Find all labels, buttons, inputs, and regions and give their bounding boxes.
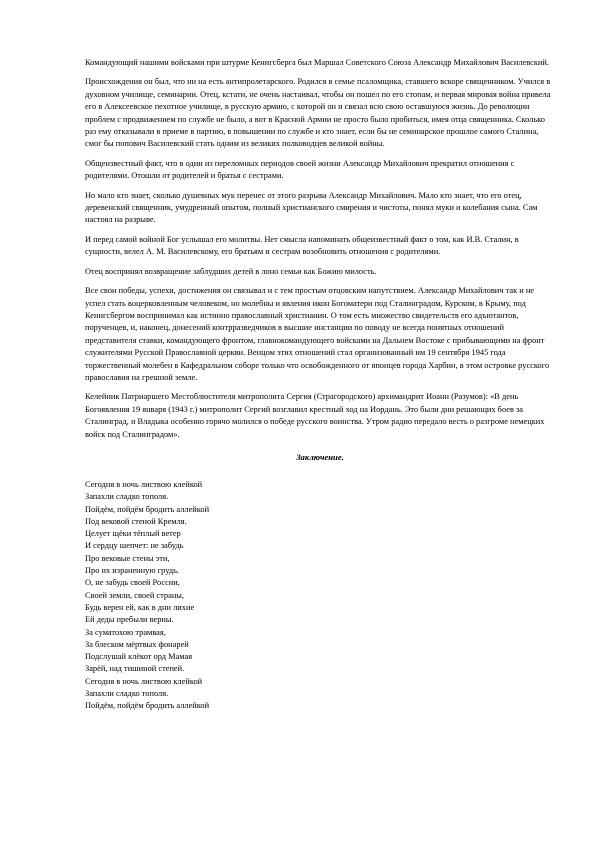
paragraph-7: Все свои победы, успехи, достижения он связывал и с тем простым отцовским напутствием. Александр Михайлович так и не успел стать воцерковленным человеком, но молебны и явления икон Богоматери под Сталинградом, Курском, в Крыму, под Кенигсбергом воспринимал как истинно православный христианин. О том есть множество свидетельств его адъютантов, порученцев, и, наконец, донесений контрразведчиков в высшие инстанции по поводу не всегда понятных отношений представителя ставки, командующего фронтом, главнокомандующего войсками на Дальнем Востоке с прибывающими на фронт служителями Русской Православной церкви. Венцом этих отношений стал организованный им 19 сентября 1945 года торжественный молебен в Кафедральном соборе только что освобожденного от японцев города Харбин, в этом островке русского православия на грешной земле. bbox=[85, 286, 550, 382]
paragraph-4: Но мало кто знает, сколько душевных мук перенес от этого разрыва Александр Михайлович. Мало кто знает, что его отец, деревенский священник, умудренный опытом, полный христианского смирения и чистоты, понял муки и колебания сына. Сам настоял на разрыве. bbox=[85, 190, 538, 225]
poem-line: Будь верен ей, как в дни лихие bbox=[85, 602, 195, 612]
poem-line: Целует щёки тёплый ветер bbox=[85, 529, 181, 539]
poem-line: Про вековые стены эти, bbox=[85, 553, 170, 563]
poem-line: Сегодня в ночь листвою клейкой bbox=[85, 676, 203, 686]
conclusion-heading: Заключение. bbox=[296, 451, 344, 462]
document-body bbox=[85, 57, 555, 713]
poem-line: О, не забудь своей России, bbox=[85, 578, 180, 588]
poem-line: Сегодня в ночь листвою клейкой bbox=[85, 479, 203, 489]
poem-line: Подслушай клёкот орд Мамая bbox=[85, 652, 193, 662]
paragraph-6: Отец воспринял возвращение заблудших детей в лоно семьи как Божию милость. bbox=[85, 266, 377, 276]
poem-line: Запахли сладко тополя. bbox=[85, 492, 169, 502]
poem bbox=[85, 479, 555, 713]
paragraph-1: Командующий нашими войсками при штурме Кенигсберга был Маршал Советского Союза Александр Михайлович Василевский. bbox=[85, 58, 549, 67]
paragraph-2: Происхождения он был, что ни на есть антипролетарского. Родился в семье псаломщика, ставшего вскоре священником. Учился в духовном училище, семинарии. Отец, кстати, не очень настаивал, чтобы он пошел по его стопам, и первая мировая война привела его в Алексеевское пехотное училище, в русскую армию, с которой он и связал всю свою оставшуюся жизнь. До революции проблем с продвижением по службе не было, а вот в Красной Армии не просто было пробиться, имея отца священника. Сколько раз ему отказывали в приеме в партию, в повышении по службе и кто знает, если бы не семинарское прошлое самого Сталина, смог бы попович Василевский стать одним из великих полководцев великой войны. bbox=[85, 77, 551, 149]
poem-line: Пойдём, пойдём бродить аллейкой bbox=[85, 504, 210, 514]
poem-line: Ей деды пребыли верны. bbox=[85, 615, 174, 625]
poem-line: Под вековой стеной Кремля. bbox=[85, 516, 187, 526]
paragraph-3: Общеизвестный факт, что в один из переломных периодов своей жизни Александр Михайлович прекратил отношения с родителями. Отошли от родителей и братья с сестрами. bbox=[85, 158, 515, 181]
poem-line: За блеском мёртвых фонарей bbox=[85, 639, 189, 649]
poem-line: Про их израненную грудь. bbox=[85, 566, 180, 576]
paragraph-8: Келейник Патриаршего Местоблюстителя митрополита Сергия (Страгородского) архимандрит Иоанн (Разумов): «В день Богоявления 19 января (1943 г.) митрополит Сергий возглавил крестный ход на Иордань. Это были дни решающих боев за Сталинград, и Владыка особенно горячо молился о победе русского воинства. Утром радио передало весть о разгроме немецких войск под Сталинградом». bbox=[85, 392, 545, 439]
paragraph-5: И перед самой войной Бог услышал его молитвы. Нет смысла напоминать общеизвестный факт о том, как И.В. Сталин, в сущности, велел А. М. Василевскому, его братьям и сестрам возобновить отношения с родителями. bbox=[85, 234, 519, 257]
poem-line: И сердцу шепчет: не забудь bbox=[85, 541, 184, 551]
poem-line: Зарёй, над тишиной степей. bbox=[85, 664, 185, 674]
poem-line: Запахли сладко тополя. bbox=[85, 689, 169, 699]
poem-line: Пойдём, пойдём бродить аллейкой bbox=[85, 701, 210, 711]
poem-line: Своей земли, своей страны, bbox=[85, 590, 185, 600]
poem-line: За суматохою трамвая, bbox=[85, 627, 166, 637]
